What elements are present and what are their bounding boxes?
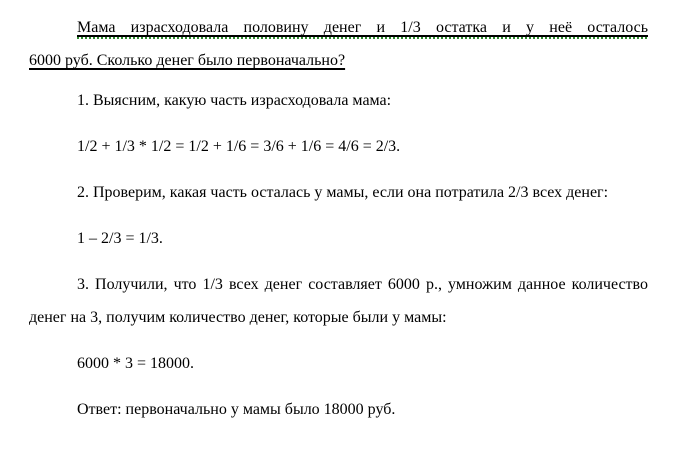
solution-step-2: 2. Проверим, какая часть осталась у мамы, если она потратила 2/3 всех денег: <box>77 184 609 201</box>
problem-statement-line-2 <box>29 44 648 77</box>
problem-statement-line-1-text: Мама израсходовала половину денег и 1/3 остатка и у неё осталось <box>77 19 648 39</box>
solution-formula-2: 1 – 2/3 = 1/3. <box>77 230 163 247</box>
problem-statement-line-1 <box>29 11 648 44</box>
solution-step-1: 1. Выясним, какую часть израсходовала мама: <box>77 92 392 109</box>
solution-answer: Ответ: первоначально у мамы было 18000 руб. <box>77 401 396 418</box>
solution-formula-1: 1/2 + 1/3 * 1/2 = 1/2 + 1/6 = 3/6 + 1/6 = 4/6 = 2/3. <box>77 138 401 155</box>
solution-step-3: 3. Получили, что 1/3 всех денег составляет 6000 р., умножим данное количество денег на 3, получим количество денег, которые были у мамы: <box>29 276 648 326</box>
problem-statement-line-2-text: 6000 руб. Сколько денег было первоначально? <box>29 52 346 69</box>
solution-formula-3: 6000 * 3 = 18000. <box>77 355 195 372</box>
